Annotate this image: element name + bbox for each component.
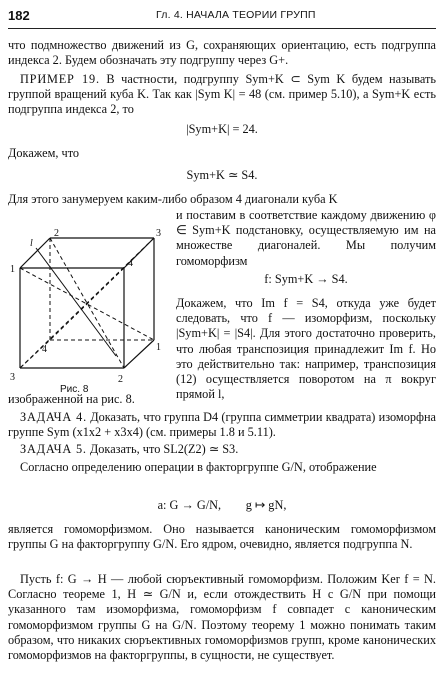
paragraph-canonical: является гомоморфизмом. Оно называется каноническим гомоморфизмом группы G на факторгруппу G/N. Его ядром, очевидно, является подгруппа N.	[8, 522, 436, 552]
diagonal-line	[20, 238, 154, 368]
header-rule	[8, 28, 436, 29]
rotation-axis-line	[36, 248, 116, 356]
task-5-text: Доказать, что SL2(Z2) ≃ S3.	[89, 442, 239, 456]
page-number: 182	[8, 8, 30, 23]
cube-edge	[20, 238, 50, 268]
paragraph-prove: Докажем, что	[8, 146, 80, 160]
paragraph-example-19	[8, 72, 436, 118]
formula-homomorphism: f: Sym+K → S4.	[264, 272, 348, 286]
paragraph-quotient: Согласно определению операции в факторгруппе G/N, отображение	[20, 460, 377, 474]
vertex-label: 1	[156, 342, 161, 353]
paragraph-task-5	[8, 442, 436, 457]
paragraph-image: Докажем, что Im f = S4, откуда уже будет следовать, что f — изоморфизм, поскольку |Sym+K| = |S4|. Для этого достаточно проверить, что любая транспозиция принадлежит Im f. Но это действительно так: например, транспозиция (12) осуществляется поворотом на π вокруг прямой l,	[176, 296, 436, 402]
paragraph-1: что подмножество движений из G, сохраняющих ориентацию, есть подгруппа индекса 2. Будем обозначать эту подгруппу через G+.	[8, 38, 436, 68]
task-4-text: Доказать, что группа D4 (группа симметрии квадрата) изоморфна группе Sym (x1x2 + x3x4) (см. примеры 1.8 и 5.11).	[8, 410, 437, 440]
diagonal-line	[50, 268, 124, 340]
chapter-title: Гл. 4. НАЧАЛА ТЕОРИИ ГРУПП	[156, 9, 316, 21]
vertex-label: 4	[128, 258, 133, 269]
formula-canonical-map: a: G → G/N, g ↦ gN,	[157, 498, 287, 512]
figure-caption: Рис. 8	[60, 384, 89, 395]
axis-label: l	[30, 238, 33, 249]
paragraph-substitution: и поставим в соответствие каждому движению φ ∈ Sym+K подстановку, осуществляемую им на множестве диагоналей. Мы получим гомоморфизм	[176, 208, 436, 268]
paragraph-surjective: Пусть f: G → H — любой сюръективный гомоморфизм. Положим Ker f = N. Согласно теореме 1, H ≃ G/N и, если отождествить H с G/N при помощи указанного там изоморфизма, гомоморфизм f совпадет с каноническим гомоморфизмом группы G на G/N. Поэтому теорему 1 можно понимать таким образом, что никаких сюръективных гомоморфизмов групп, кроме канонических гомоморфизмов на факторгруппы, в сущности, не существует.	[8, 572, 436, 663]
example-text: В частности, подгруппу Sym+K ⊂ Sym K будем называть группой вращений куба K. Так как |Sym K| = 48 (см. пример 5.10), а Sym+K есть подгруппа индекса 2, то	[8, 72, 436, 117]
formula-order: |Sym+K| = 24.	[186, 122, 258, 136]
vertex-label: 3	[156, 228, 161, 239]
vertex-label: 1	[10, 264, 15, 275]
vertex-label: 3	[10, 372, 15, 383]
formula-isomorphism: Sym+K ≃ S4.	[186, 168, 258, 182]
example-label: ПРИМЕР 19.	[20, 72, 100, 86]
vertex-label: 2	[54, 228, 59, 239]
cube-edge	[124, 340, 154, 368]
paragraph-figure-ref: изображенной на рис. 8.	[8, 392, 135, 406]
task-4-label: ЗАДАЧА 4.	[20, 410, 87, 424]
paragraph-diagonals: Для этого занумеруем каким-либо образом 4 диагонали куба K	[8, 192, 338, 206]
vertex-label: 2	[118, 374, 123, 385]
paragraph-task-4	[8, 410, 436, 440]
task-5-label: ЗАДАЧА 5.	[20, 442, 87, 456]
running-header	[8, 8, 436, 24]
cube-diagram	[6, 228, 166, 392]
cube-figure	[6, 228, 166, 392]
vertex-label: 4	[42, 344, 47, 355]
